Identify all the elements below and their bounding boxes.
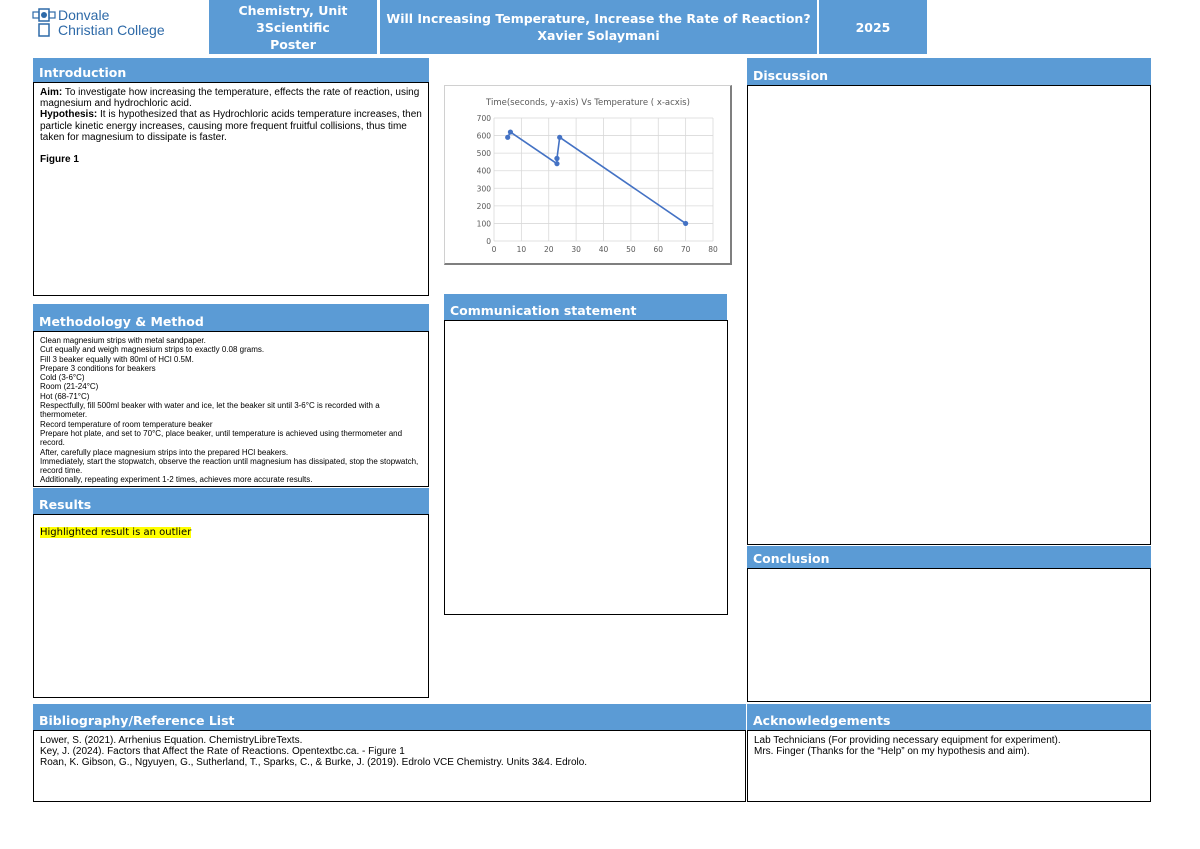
method-step: Prepare hot plate, and set to 70°C, place beaker, until temperature is achieved using thermometer and record. — [40, 428, 403, 448]
y-tick-label: 200 — [476, 201, 491, 211]
data-point — [683, 221, 688, 226]
discussion-panel — [747, 85, 1151, 545]
figure-label: Figure 1 — [40, 154, 79, 166]
x-tick-label: 70 — [680, 245, 691, 254]
data-point — [557, 135, 562, 140]
bibliography-heading: Bibliography/Reference List — [33, 704, 746, 730]
x-tick-label: 50 — [626, 245, 636, 254]
y-tick-label: 700 — [476, 114, 491, 123]
acknowledgement-entry: Lab Technicians (For providing necessary equipment for experiment). — [754, 735, 1061, 746]
chart-title: Time(seconds, y-axis) Vs Temperature ( x-acxis) — [486, 98, 690, 108]
reference-entry: Roan, K. Gibson, G., Ngyuyen, G., Sutherland, T., Sparks, C., & Burke, J. (2019). Edrolo VCE Chemistry. Units 3&4. Edrolo. — [40, 757, 588, 769]
bibliography-panel — [33, 730, 746, 802]
method-step: Record temperature of room temperature beaker — [40, 419, 213, 429]
acknowledgements-heading: Acknowledgements — [747, 704, 1151, 730]
year: 2025 — [855, 19, 891, 35]
method-step: Fill 3 beaker equally with 80ml of HCl 0.5M. — [40, 354, 194, 364]
method-step: Room (21-24°C) — [40, 382, 99, 392]
methodology-heading: Methodology & Method — [33, 304, 429, 331]
hypothesis-text: It is hypothesized that as Hydrochloric acids temperature increases, then particle kinetic energy increases, causing more frequent fruitful collisions, thus time taken for magnesium to dissipate is faster. — [40, 109, 422, 143]
data-point — [554, 156, 559, 161]
outlier-note: Highlighted result is an outlier — [40, 527, 192, 538]
subject-box — [209, 0, 377, 54]
communication-heading: Communication statement — [444, 294, 727, 320]
conclusion-panel — [747, 568, 1151, 702]
aim-label: Aim: — [40, 87, 63, 98]
method-step: Clean magnesium strips with metal sandpaper. — [40, 336, 206, 345]
method-step: Immediately, start the stopwatch, observe the reaction until magnesium has dissipated, stop the stopwatch, record time. — [40, 456, 419, 476]
hypothesis-label: Hypothesis: — [40, 109, 98, 121]
subject-line2: Poster — [270, 36, 316, 52]
x-tick-label: 0 — [491, 245, 497, 254]
method-step: Prepare 3 conditions for beakers — [40, 363, 156, 373]
method-step: Additionally, repeating experiment 1-2 times, achieves more accurate results. — [40, 475, 313, 485]
introduction-panel — [33, 82, 429, 296]
year-box — [819, 0, 927, 54]
x-tick-label: 20 — [543, 245, 554, 254]
introduction-heading: Introduction — [33, 58, 429, 82]
method-step: Hot (68-71°C) — [40, 391, 90, 401]
chart-frame — [444, 85, 732, 265]
results-panel — [33, 514, 429, 698]
y-tick-label: 500 — [476, 149, 491, 159]
data-point — [554, 161, 559, 166]
x-tick-label: 30 — [571, 245, 581, 254]
poster-title: Will Increasing Temperature, Increase the Rate of Reaction? — [386, 11, 811, 26]
temperature-time-chart — [445, 86, 731, 264]
y-tick-label: 600 — [476, 131, 491, 141]
y-tick-label: 0 — [486, 237, 491, 246]
discussion-heading: Discussion — [747, 58, 1151, 85]
x-tick-label: 60 — [653, 245, 664, 254]
y-tick-label: 100 — [476, 219, 491, 229]
author-name: Xavier Solaymani — [537, 28, 660, 43]
x-tick-label: 80 — [708, 245, 718, 254]
y-tick-label: 400 — [476, 166, 491, 176]
aim-text: To investigate how increasing the temperature, effects the rate of reaction, using magnesium and hydrochloric acid. — [40, 87, 420, 110]
series-line — [508, 132, 686, 223]
reference-entry: Lower, S. (2021). Arrhenius Equation. ChemistryLibreTexts. — [40, 735, 303, 746]
acknowledgements-panel — [747, 730, 1151, 802]
college-crest-icon — [32, 8, 56, 38]
logo-line1: Donvale — [58, 7, 110, 23]
reference-entry: Key, J. (2024). Factors that Affect the Rate of Reactions. Opentextbc.ca. - Figure 1 — [40, 746, 405, 758]
communication-panel — [444, 320, 728, 615]
poster-title-box — [380, 0, 817, 54]
college-logo — [32, 6, 202, 42]
y-tick-label: 300 — [476, 184, 491, 194]
x-tick-label: 10 — [516, 245, 527, 254]
results-heading: Results — [33, 488, 429, 514]
x-tick-label: 40 — [598, 245, 609, 254]
method-step: After, carefully place magnesium strips into the prepared HCl beakers. — [40, 447, 289, 457]
data-point — [505, 135, 510, 140]
method-step: Respectfully, fill 500ml beaker with water and ice, let the beaker sit until 3-6°C is recorded with a thermometer. — [40, 401, 380, 420]
method-step: Cold (3-6°C) — [40, 373, 85, 383]
conclusion-heading: Conclusion — [747, 546, 1151, 568]
methodology-panel — [33, 331, 429, 487]
data-point — [508, 129, 513, 134]
subject-line1: Chemistry, Unit 3Scientific — [238, 2, 348, 35]
method-step: Cut equally and weigh magnesium strips to exactly 0.08 grams. — [40, 345, 265, 355]
acknowledgement-entry: Mrs. Finger (Thanks for the “Help” on my hypothesis and aim). — [754, 746, 1030, 758]
logo-line2: Christian College — [58, 22, 165, 38]
